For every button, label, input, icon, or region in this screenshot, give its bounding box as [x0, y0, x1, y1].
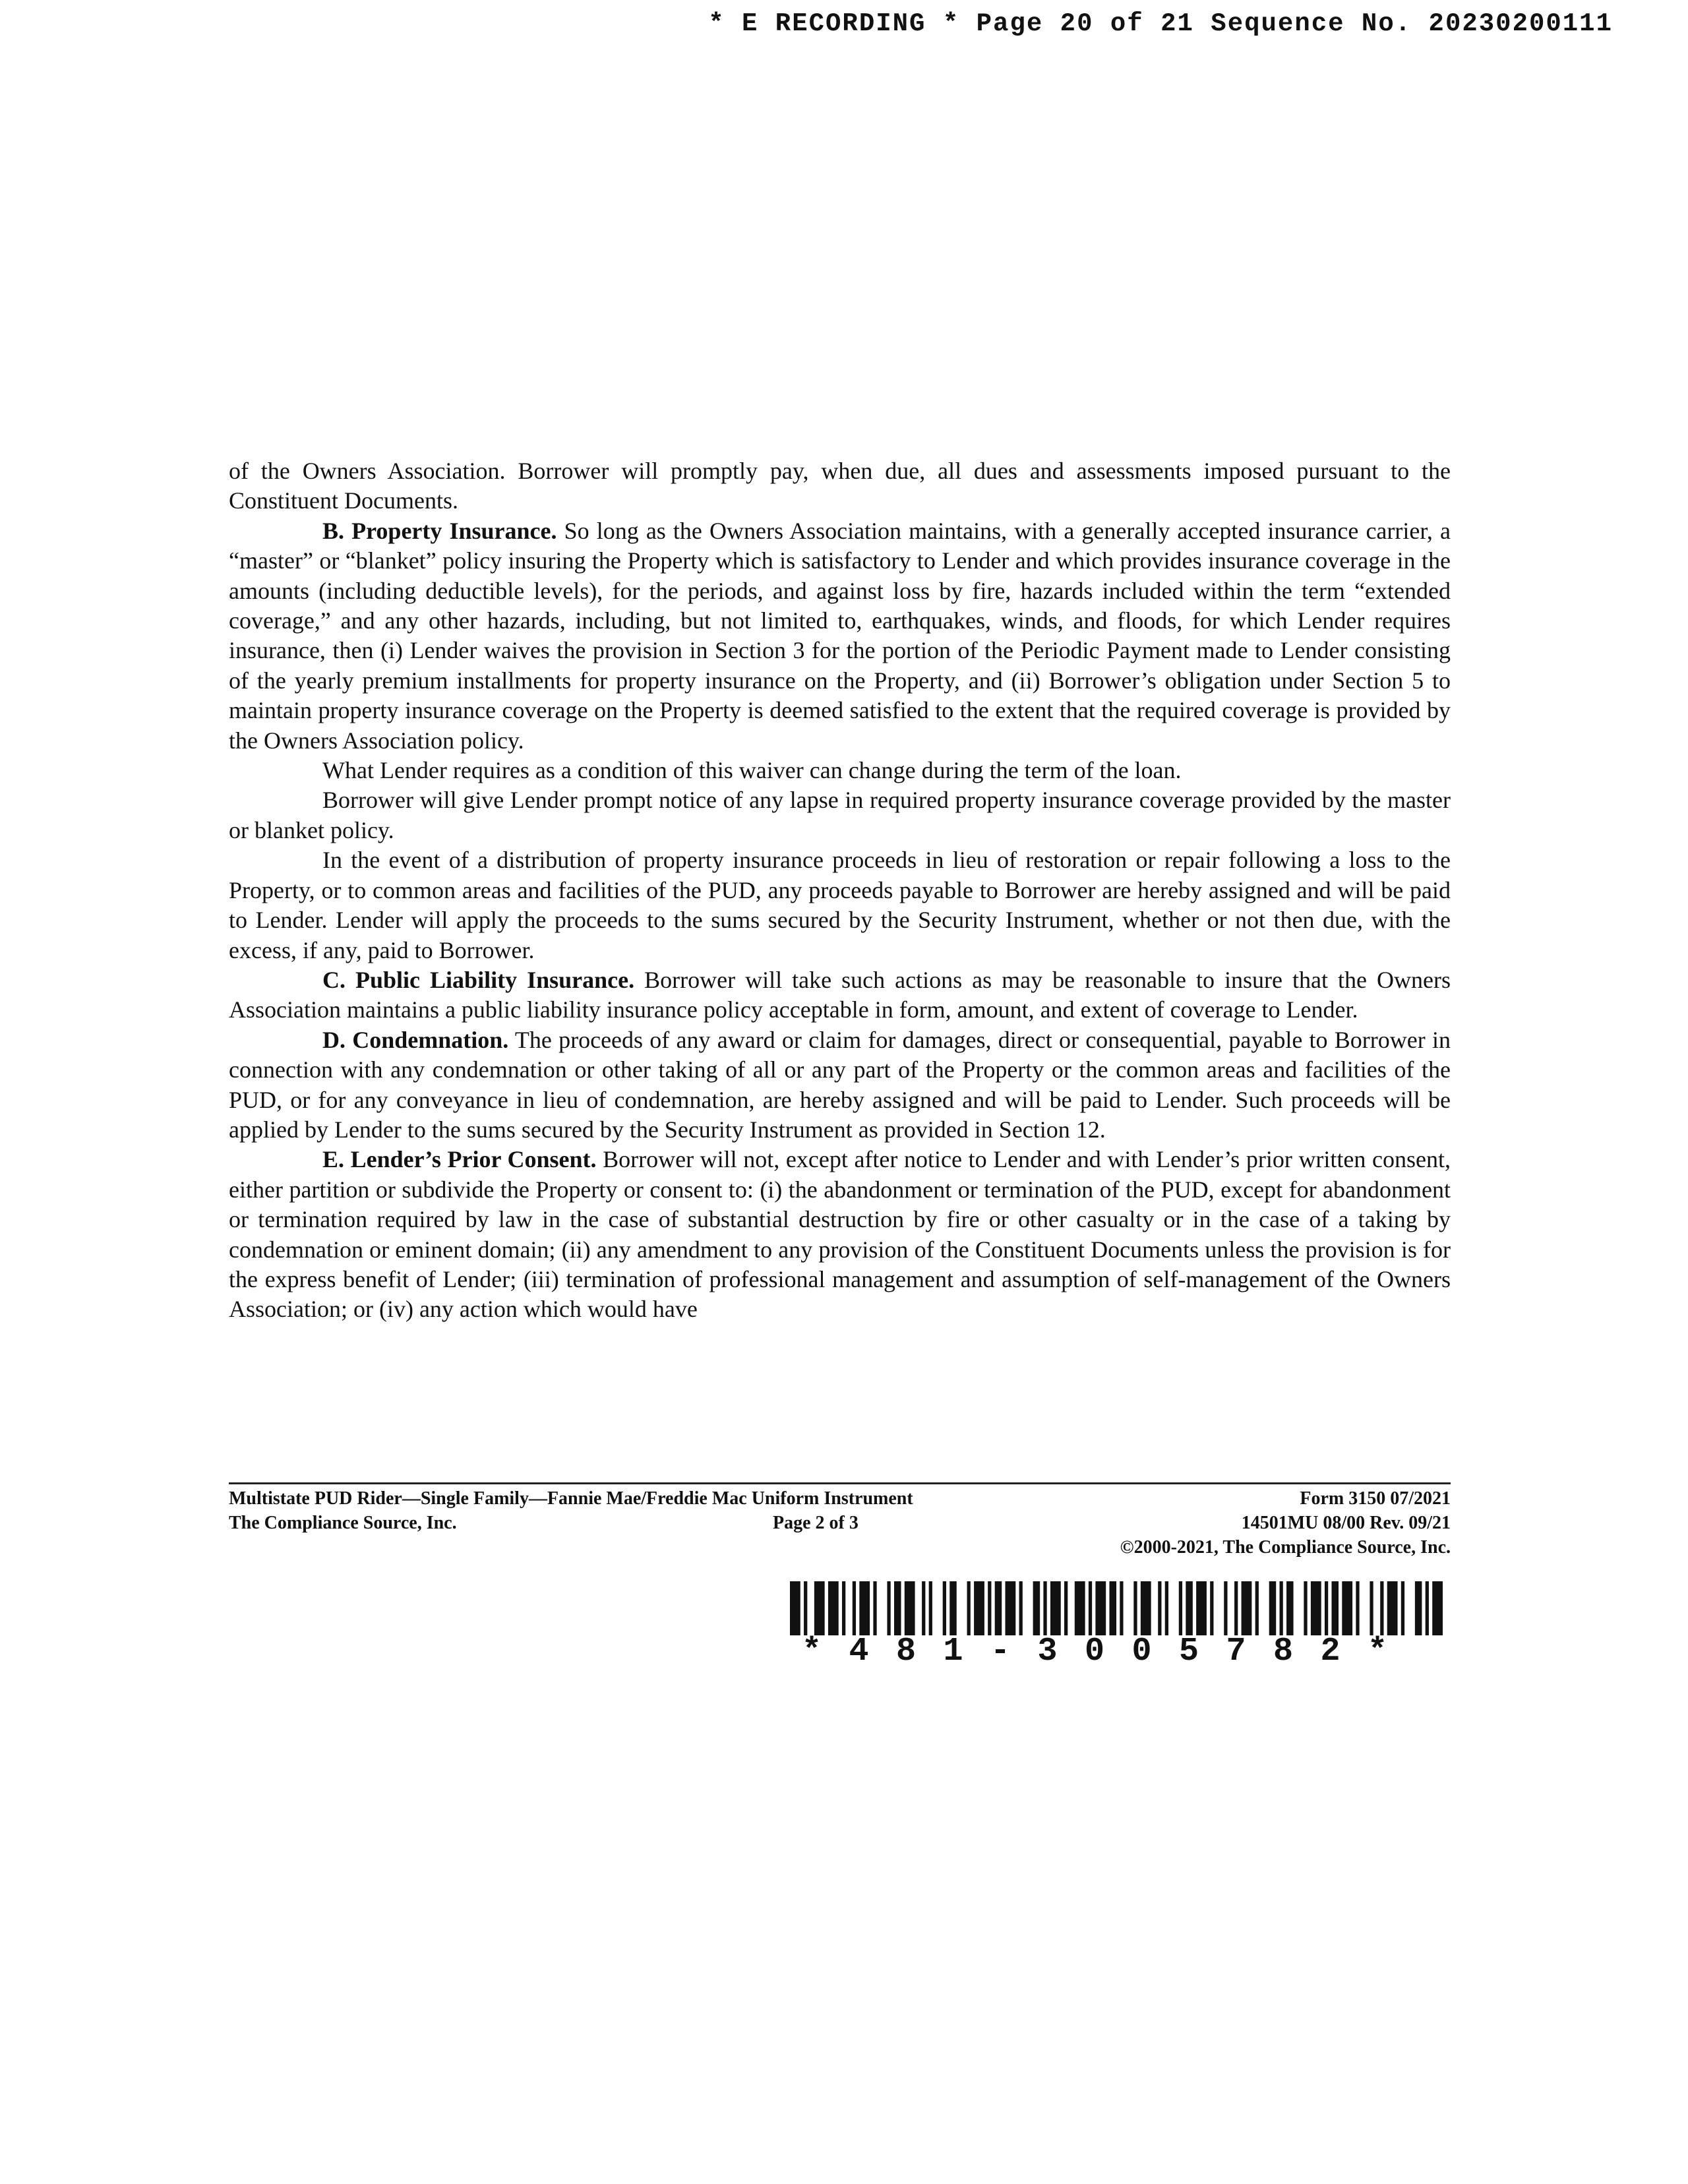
document-body: [229, 456, 1451, 1325]
paragraph-owners-association: of the Owners Association. Borrower will promptly pay, when due, all dues and assessments imposed pursuant to the Constituent Documents.: [229, 458, 1451, 514]
barcode-bar: [1432, 1581, 1443, 1635]
form-number: Form 3150 07/2021: [1300, 1488, 1451, 1509]
barcode-bar: [853, 1581, 856, 1635]
barcode-bar: [1224, 1581, 1227, 1635]
barcode-bar: [1325, 1581, 1328, 1635]
barcode-bar: [873, 1581, 876, 1635]
barcode-bar: [1234, 1581, 1238, 1635]
barcode-bar: [1286, 1581, 1294, 1635]
barcode-bar: [1089, 1581, 1092, 1635]
barcode-bar: [814, 1581, 825, 1635]
barcode-bar: [905, 1581, 915, 1635]
barcode-bar: [1158, 1581, 1161, 1635]
barcode-bar: [1342, 1581, 1352, 1635]
barcode-bar: [1242, 1581, 1252, 1635]
barcode-bar: [1179, 1581, 1182, 1635]
barcode-bar: [1356, 1581, 1359, 1635]
form-revision: 14501MU 08/00 Rev. 09/21: [1241, 1513, 1451, 1533]
barcode-bar: [1280, 1581, 1283, 1635]
section-d-heading: D. Condemnation.: [322, 1026, 509, 1053]
section-b-property-insurance: [229, 516, 1451, 756]
barcode-bar: [894, 1581, 901, 1635]
recording-header: * E RECORDING * Page 20 of 21 Sequence No. 20230200111: [708, 9, 1613, 38]
barcode-bar: [1095, 1581, 1106, 1635]
barcode-bar: [1255, 1581, 1259, 1635]
barcode-block: [790, 1581, 1443, 1670]
barcode-bar: [1120, 1581, 1123, 1635]
barcode-bar: [828, 1581, 839, 1635]
paragraph-waiver: What Lender requires as a condition of this waiver can change during the term of the loan.: [322, 757, 1182, 784]
barcode-bar: [1109, 1581, 1116, 1635]
barcode-bar: [1019, 1581, 1023, 1635]
barcode-bar: [943, 1581, 946, 1635]
barcode-bar: [967, 1581, 971, 1635]
barcode-bar: [1165, 1581, 1168, 1635]
form-footer: [229, 1486, 1451, 1560]
barcode-bar: [1311, 1581, 1321, 1635]
section-d-condemnation: [229, 1025, 1451, 1145]
barcode-bar: [1210, 1581, 1213, 1635]
barcode-bar: [950, 1581, 957, 1635]
section-c-public-liability: [229, 965, 1451, 1025]
page-number: Page 2 of 3: [773, 1513, 859, 1533]
barcode-bar: [1196, 1581, 1207, 1635]
barcode-bar: [804, 1581, 807, 1635]
barcode-number: *481-3005782*: [802, 1633, 1415, 1670]
barcode-bar: [974, 1581, 984, 1635]
barcode-bar: [1331, 1581, 1339, 1635]
section-b-heading: B. Property Insurance.: [322, 517, 557, 544]
barcode-bar: [842, 1581, 845, 1635]
copyright-notice: ©2000-2021, The Compliance Source, Inc.: [1120, 1537, 1451, 1558]
section-c-text: Borrower will take such actions as may be reasonable to insure that the Owners Association maintains a public liability insurance policy acceptable in form, amount, and extent of coverage to Lender.: [229, 966, 1451, 1023]
barcode-bar: [1304, 1581, 1307, 1635]
barcode-bar: [1033, 1581, 1040, 1635]
barcode-bar: [922, 1581, 925, 1635]
barcode-bar: [1141, 1581, 1151, 1635]
section-e-text: Borrower will not, except after notice to Lender and with Lender’s prior written consent, either partition or subdivide the Property or consent to: (i) the abandonment or termination of the PUD, except for abandonment or termination required by law in the case of substantial destruction by fire or other casualty or in the case of a taking by condemnation or eminent domain; (ii) any amendment to any provision of the Constituent Documents unless the provision is for the express benefit of Lender; (iii) termination of professional management and assumption of self-management of the Owners Association; or (iv) any action which would have: [229, 1146, 1451, 1323]
barcode-image: [790, 1581, 1443, 1635]
barcode-bar: [1133, 1581, 1137, 1635]
barcode-bar: [887, 1581, 890, 1635]
section-c-heading: C. Public Liability Insurance.: [322, 966, 635, 993]
barcode-bar: [995, 1581, 1002, 1635]
barcode-bar: [988, 1581, 991, 1635]
form-title: Multistate PUD Rider—Single Family—Fannie Mae/Freddie Mac Uniform Instrument: [229, 1488, 913, 1509]
barcode-bar: [929, 1581, 932, 1635]
barcode-bar: [1186, 1581, 1193, 1635]
section-d-text: The proceeds of any award or claim for damages, direct or consequential, payable to Borrower in connection with any condemnation or other taking of all or any part of the Property or the common areas and facilities of the PUD, or for any conveyance in lieu of condemnation, are hereby assigned and will be paid to Lender. Such proceeds will be applied by Lender to the sums secured by the Security Instrument as provided in Section 12.: [229, 1026, 1451, 1143]
barcode-bar: [859, 1581, 870, 1635]
section-b-text: So long as the Owners Association maintains, with a generally accepted insurance carrier, a “master” or “blanket” policy insuring the Property which is satisfactory to Lender and which provides insurance coverage in the amounts (including deductible levels), for the periods, and against loss by fire, hazards included within the term “extended coverage,” and any other hazards, including, but not limited to, earthquakes, winds, and floods, for which Lender requires insurance, then (i) Lender waives the provision in Section 3 for the portion of the Periodic Payment made to Lender consisting of the yearly premium installments for property insurance on the Property, and (ii) Borrower’s obligation under Section 5 to maintain property insurance coverage on the Property is deemed satisfied to the extent that the required coverage is provided by the Owners Association policy.: [229, 517, 1451, 754]
barcode-bar: [1387, 1581, 1398, 1635]
barcode-bar: [1064, 1581, 1068, 1635]
barcode-bar: [1050, 1581, 1061, 1635]
barcode-bar: [1005, 1581, 1015, 1635]
barcode-bar: [1075, 1581, 1085, 1635]
paragraph-lapse-notice: Borrower will give Lender prompt notice of any lapse in required property insurance coverage provided by the master or blanket policy.: [229, 787, 1451, 843]
barcode-bar: [1401, 1581, 1404, 1635]
paragraph-proceeds-distribution: In the event of a distribution of property insurance proceeds in lieu of restoration or repair following a loss to the Property, or to common areas and facilities of the PUD, any proceeds payable to Borrower are hereby assigned and will be paid to Lender. Lender will apply the proceeds to the sums secured by the Security Instrument, whether or not then due, with the excess, if any, paid to Borrower.: [229, 847, 1451, 963]
section-e-prior-consent: [229, 1145, 1451, 1324]
publisher-name: The Compliance Source, Inc.: [229, 1513, 457, 1533]
barcode-bar: [1415, 1581, 1422, 1635]
section-e-heading: E. Lender’s Prior Consent.: [322, 1146, 597, 1173]
barcode-bar: [1370, 1581, 1373, 1635]
barcode-bar: [1380, 1581, 1383, 1635]
footer-divider: [229, 1482, 1451, 1484]
barcode-bar: [1043, 1581, 1046, 1635]
barcode-bar: [790, 1581, 800, 1635]
barcode-bar: [1269, 1581, 1277, 1635]
barcode-bar: [1426, 1581, 1429, 1635]
